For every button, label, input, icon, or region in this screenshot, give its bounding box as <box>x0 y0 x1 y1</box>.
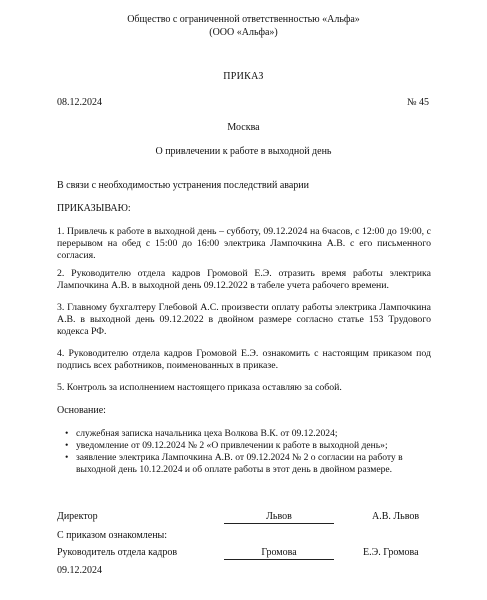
director-signature-line <box>224 523 334 524</box>
order-item-3: 3. Главному бухгалтеру Глебовой А.С. произвести оплату работы электрика Лампочкина А.В. в выходной день 09.12.2022 в двойном размере согласно статье 153 Трудового кодекса РФ. <box>57 302 431 338</box>
order-item-4: 4. Руководителю отдела кадров Громовой Е.Э. ознакомить с настоящим приказом под подпись всех работников, поименованных в приказе. <box>57 348 431 372</box>
organization-short-name: (ООО «Альфа») <box>209 27 278 38</box>
hr-name: Е.Э. Громова <box>363 547 419 558</box>
director-name: А.В. Львов <box>372 511 420 522</box>
document-type: ПРИКАЗ <box>223 71 264 82</box>
order-item-1: 1. Привлечь к работе в выходной день – субботу, 09.12.2024 на 6часов, с 12:00 до 19:00, с перерывом на обед с 15:00 до 16:00 электрика Лампочкина А.В. с его письменного согласия. <box>57 226 431 262</box>
order-item-2: 2. Руководителю отдела кадров Громовой Е.Э. отразить время работы электрика Лампочкина А.В. в выходной день 09.12.2022 в табеле учета рабочего времени. <box>57 268 431 292</box>
basis-item-2: • уведомление от 09.12.2024 № 2 «О привлечении к работе в выходной день»; <box>76 440 436 452</box>
hr-title: Руководитель отдела кадров <box>57 547 178 558</box>
preamble: В связи с необходимостью устранения последствий аварии <box>57 180 310 191</box>
hr-date: 09.12.2024 <box>57 565 102 576</box>
order-item-5: 5. Контроль за исполнением настоящего приказа оставляю за собой. <box>57 382 342 393</box>
director-signature: Львов <box>266 511 292 522</box>
basis-title: Основание: <box>57 405 106 416</box>
basis-item-3: • заявление электрика Лампочкина А.В. от 09.12.2024 № 2 о согласии на работу в выходной день 10.12.2024 и об оплате работы в этот день в двойном размере. <box>76 452 428 476</box>
director-title: Директор <box>57 511 98 522</box>
basis-item-1: • служебная записка начальника цеха Волкова В.К. от 09.12.2024; <box>76 428 436 440</box>
document-number: № 45 <box>406 97 429 108</box>
order-word: ПРИКАЗЫВАЮ: <box>57 203 131 214</box>
hr-signature: Громова <box>261 547 297 558</box>
document-subject: О привлечении к работе в выходной день <box>155 146 332 157</box>
document-date: 08.12.2024 <box>57 97 102 108</box>
document-city: Москва <box>227 122 260 133</box>
acquainted-label: С приказом ознакомлены: <box>57 530 168 541</box>
hr-signature-line <box>224 559 334 560</box>
organization-full-name: Общество с ограниченной ответственностью «Альфа» <box>127 14 360 25</box>
